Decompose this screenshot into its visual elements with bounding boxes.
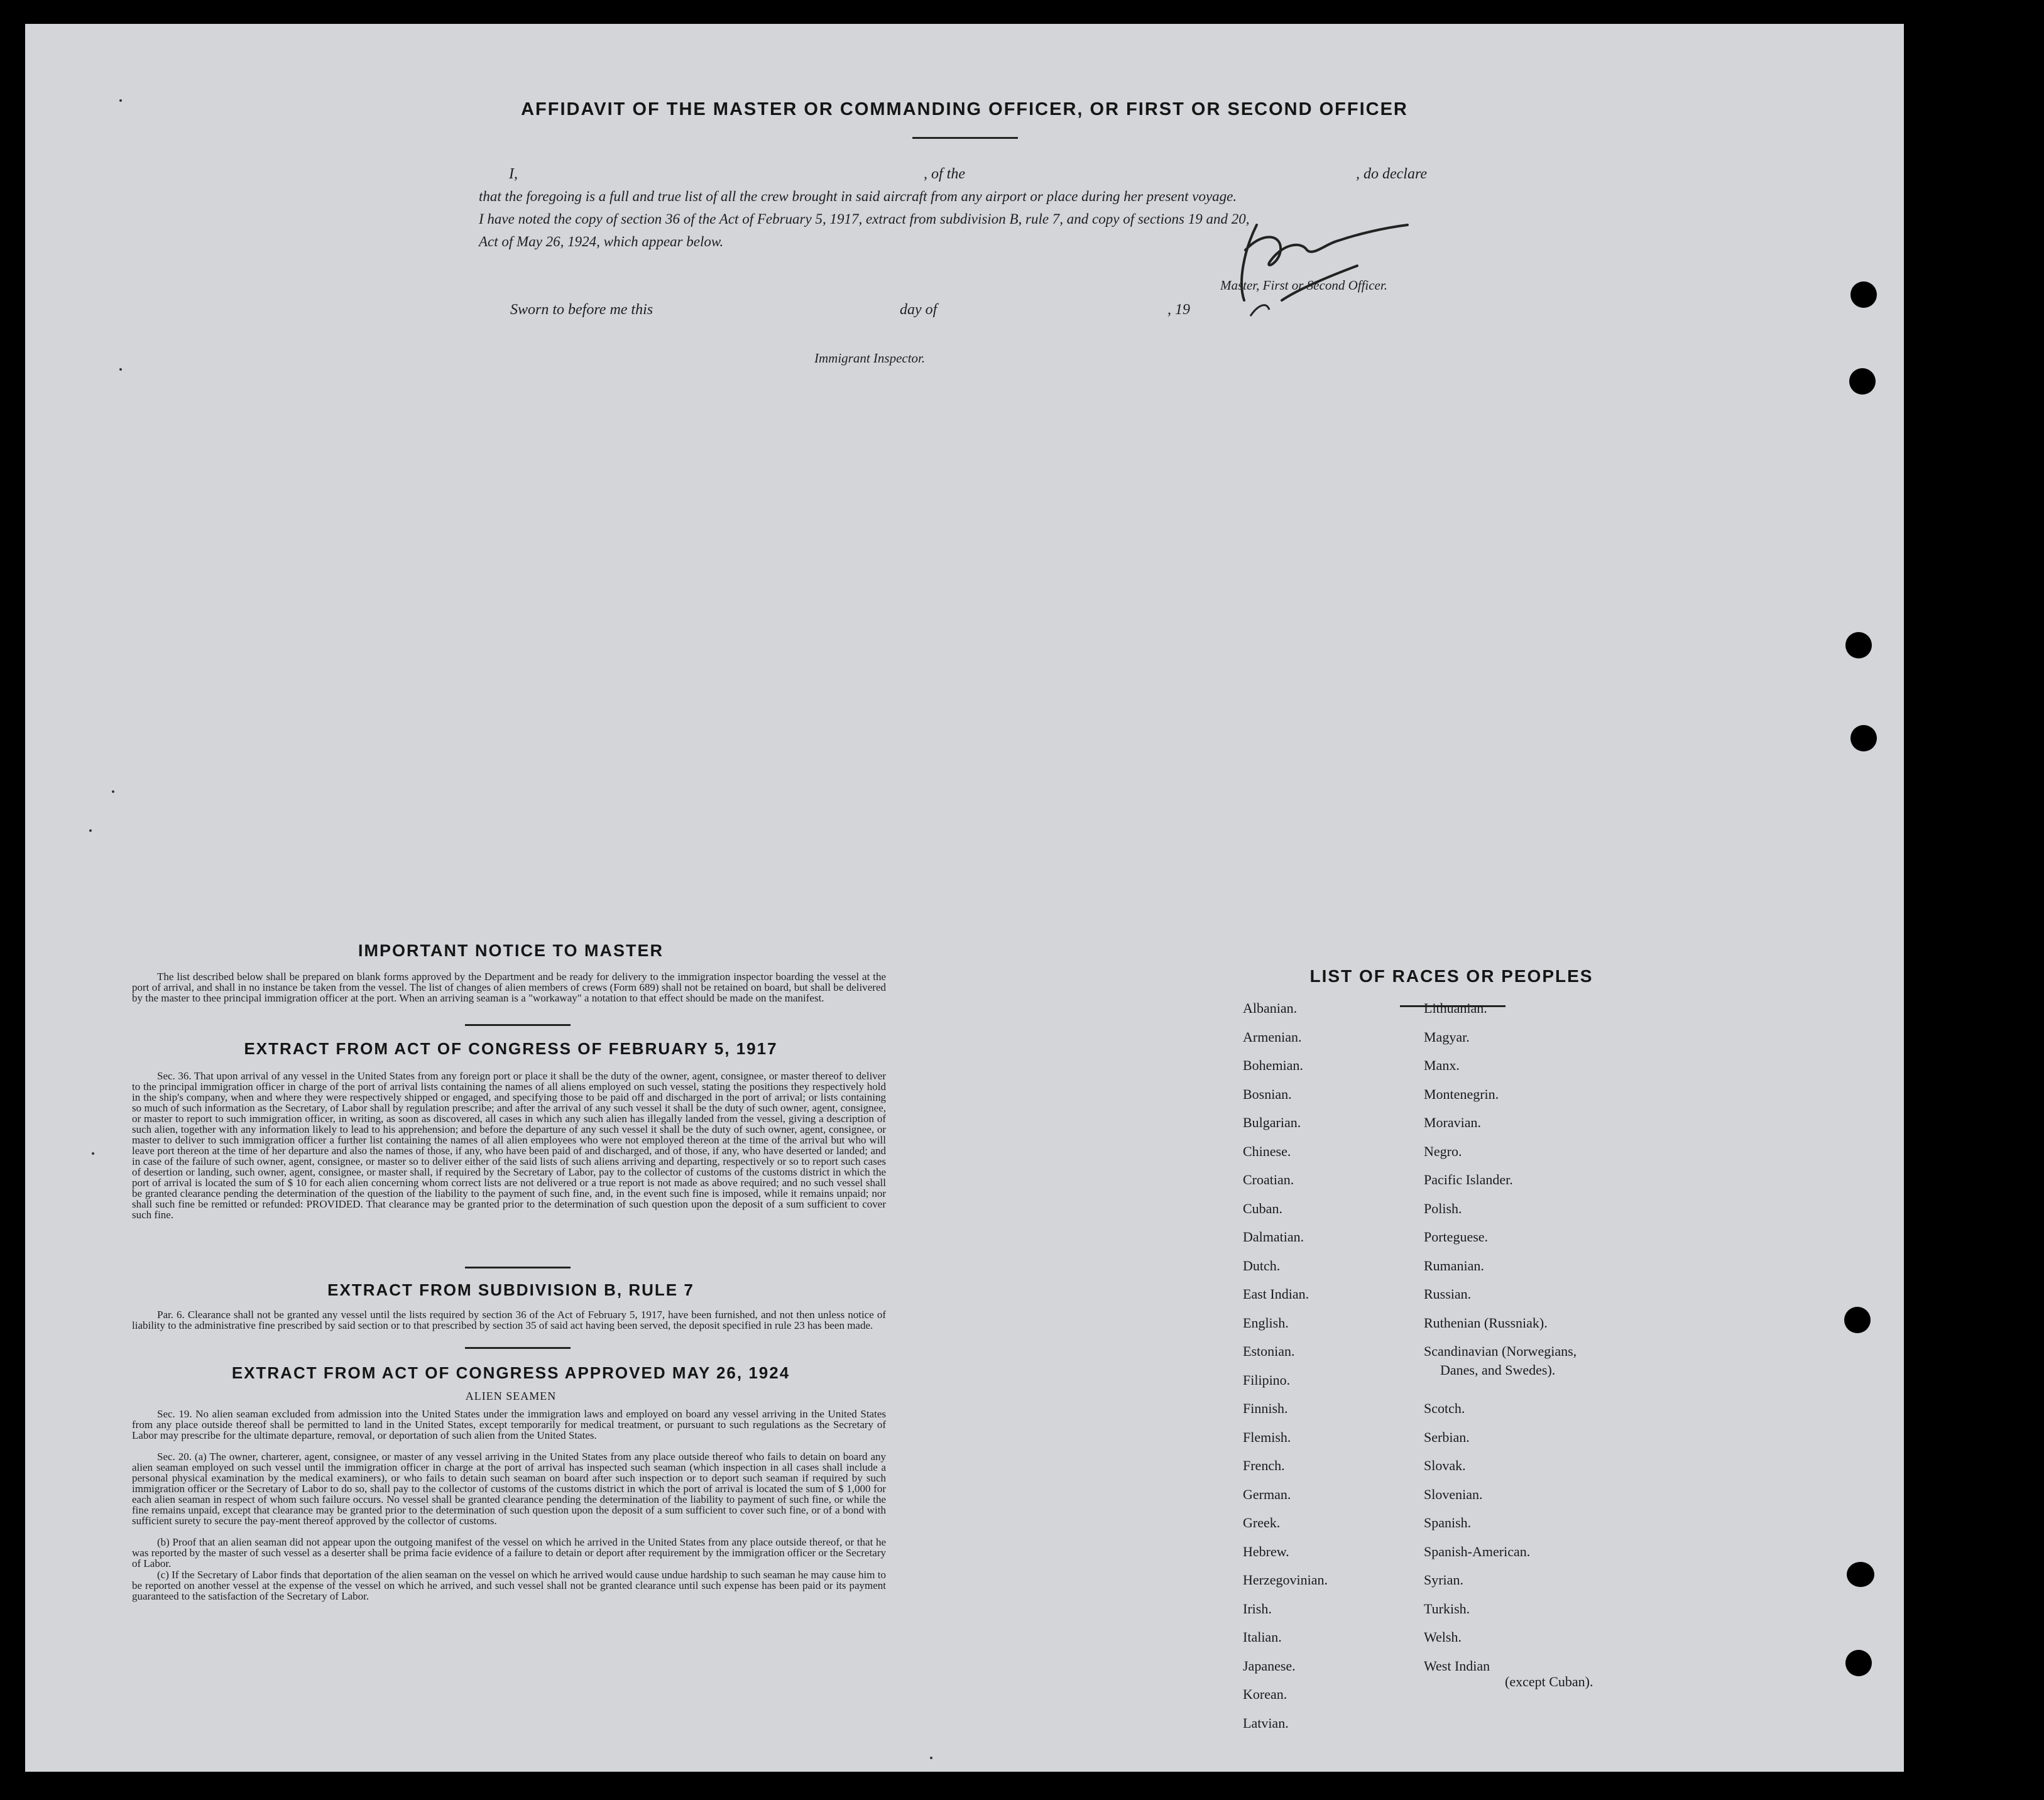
race-scandinavian-continued: Danes, and Swedes). [1440,1362,1556,1378]
race-item: Herzegovinian. [1243,1572,1328,1588]
punch-hole [1850,725,1877,751]
punch-hole [1847,1562,1874,1587]
extract-1917-text: Sec. 36. That upon arrival of any vessel in the United States from any foreign port or place it shall be the duty of the owner, agent, consignee, or master thereof to deliver to the principal immigration officer in charge of the port of arrival lists containing the names of all aliens employed on such vessel, stating the positions they respectively hold in the ship's company, when and where they were respectively shipped or engaged, and specifying those to be paid off and discharged in the port of arrival; or lists containing so much of such information as the Secretary, of Labor shall by regulation prescribe; and after the arrival of any such vessel it shall be the duty of such owner, agent, consignee, or master to report to such immigration officer, in writing, as soon as discovered, all cases in which any such alien has illegally landed from the vessel, giving a description of such alien, together with any information likely to lead to his apprehension; and before the departure of any such vessel it shall be the duty of such owner, agent, consignee, or master to deliver to such immigration officer a further list containing the names of all alien employees who were not employed thereon at the time of the arrival but who will leave port thereon at the time of her departure and also the names of those, if any, who have been paid of and discharged, and of those, if any, who have deserted or landed; and in case of the failure of such owner, agent, consignee, or master so to deliver either of the said lists of such aliens arriving and departing, respectively or so to report such cases of desertion or landing, such owner, agent, consignee, or master shall, if required by the Secretary of Labor, pay to the collector of customs of the customs district in which the port of arrival is located the sum of $ 10 for each alien concerning whom correct lists are not delivered or a true report is not made as above required; and no such vessel shall be granted clearance pending the determination of the question of the liability to the payment of such fine, and, in the event such fine is imposed, while it remains unpaid; nor shall such fine be remitted or refunded: PROVIDED. That clearance may be granted prior to the determination of such question upon the deposit of a sum sufficient to cover such fine. [132,1070,886,1221]
race-item: Moravian. [1424,1115,1482,1130]
race-item: West Indian [1424,1657,1490,1674]
race-item: Dalmatian. [1243,1229,1304,1245]
race-item: Welsh. [1424,1629,1462,1645]
race-item: Irish. [1243,1600,1272,1617]
officer-signature [1206,206,1414,338]
race-item: Bohemian. [1243,1057,1303,1073]
race-item: Pacific Islander. [1424,1172,1513,1187]
extract-1917-title: EXTRACT FROM ACT OF CONGRESS OF FEBRUARY 5, 1917 [244,1039,778,1058]
race-item: Slovak. [1424,1458,1466,1473]
race-item: Scandinavian (Norwegians, [1424,1343,1577,1359]
form-page [25,24,1904,1772]
race-item: Syrian. [1424,1572,1463,1588]
punch-hole [1850,281,1877,308]
race-item: French. [1243,1458,1285,1473]
paper-speck [119,368,122,371]
paper-speck [112,790,114,793]
race-item: Serbian. [1424,1429,1470,1445]
race-west-indian-continued: (except Cuban). [1505,1674,1593,1689]
affidavit-title: AFFIDAVIT OF THE MASTER OR COMMANDING OFFICER, OR FIRST OR SECOND OFFICER [521,99,1408,119]
race-item: Filipino. [1243,1372,1291,1388]
paper-speck [930,1757,932,1759]
race-item: Magyar. [1424,1028,1470,1045]
race-item: Negro. [1424,1143,1462,1159]
race-item: Flemish. [1243,1429,1291,1445]
punch-hole [1845,632,1872,658]
notice-text: The list described below shall be prepared on blank forms approved by the Department and be ready for delivery to the immigration inspector boarding the vessel at the port of arrival, and shall in no instance be taken from the vessel. The list of changes of alien members of crews (Form 689) shall not be retained on board, but shall be delivered by the master to thee principal immigration officer at the port. When an arriving seaman is a "workaway" a notation to that effect should be made on the manifest. [132,971,886,1004]
race-item: Spanish-American. [1424,1543,1531,1559]
punch-hole [1845,1650,1872,1676]
paper-speck [119,99,122,102]
sworn-before: Sworn to before me this [510,302,653,318]
race-item: Korean. [1243,1686,1287,1702]
race-item: Scotch. [1424,1400,1465,1416]
declaration-of: , of the [924,166,965,182]
race-item: Estonian. [1243,1343,1295,1359]
race-item: Polish. [1424,1200,1462,1216]
declaration-line-3: I have noted the copy of section 36 of the Act of February 5, 1917, extract from subdivision B, rule 7, and copy of sections 19 and 20, [479,211,1250,227]
signer-label: Master, First or Second Officer. [1220,278,1387,293]
race-item: Russian. [1424,1286,1472,1302]
race-item: Armenian. [1243,1028,1302,1045]
extract-1924-sec19: Sec. 19. No alien seaman excluded from admission into the United States under the immigration laws and employed on board any vessel arriving in the United States from any place outside thereof shall be permitted to land in the United States, except temporarily for medical treatment, or pursuant to such regulations as the Secretary of Labor may prescribe for the ultimate departure, removal, or deportation of such alien from the United States. [132,1408,886,1441]
extract-1924-title: EXTRACT FROM ACT OF CONGRESS APPROVED MAY 26, 1924 [231,1363,790,1382]
extract-1924-sec20a: Sec. 20. (a) The owner, charterer, agent, consignee, or master of any vessel arriving in the United States from any place outside thereof who fails to detain on board any alien seaman employed on such vessel until the immigration officer in charge at the port of arrival has inspected such seaman (which inspection in all cases shall include a personal physical examination by the medical examiners), or who fails to detain such seaman on board after such inspection or to deport such seaman if required by such immigration officer or the Secretary of Labor to do so, shall pay to the collector of customs of the customs district in which the port of arrival is located the sum of $ 1,000 for each alien seaman in respect of whom such failure occurs. No vessel shall be granted clearance pending the determination of the liability to payment of such fine, or while the fine remains unpaid, except that clearance may be granted prior to the determination of such question upon the deposit of a sum sufficient to cover such fine, or of a bond with sufficient surety to secure the pay-ment thereof approved by the collector of customs. [132,1451,886,1527]
rule7-title: EXTRACT FROM SUBDIVISION B, RULE 7 [327,1280,694,1299]
race-item: East Indian. [1243,1286,1309,1302]
race-item: Japanese. [1243,1657,1296,1674]
race-item: Manx. [1424,1057,1460,1073]
race-item: Turkish. [1424,1600,1470,1617]
race-item: English. [1243,1314,1289,1331]
alien-seamen-subtitle: ALIEN SEAMEN [465,1390,557,1402]
races-title: LIST OF RACES OR PEOPLES [1309,966,1593,986]
race-item: Latvian. [1243,1715,1289,1731]
race-item: Greek. [1243,1515,1281,1530]
race-item: Hebrew. [1243,1543,1289,1559]
rule7-rule [465,1347,571,1349]
race-item: Bosnian. [1243,1086,1292,1102]
punch-hole [1844,1307,1871,1333]
race-item: Dutch. [1243,1257,1281,1274]
declaration-line-4: Act of May 26, 1924, which appear below. [479,234,724,249]
race-item: Porteguese. [1424,1229,1489,1245]
notice-rule [465,1024,571,1026]
race-item: Cuban. [1243,1200,1282,1216]
race-item: Montenegrin. [1424,1086,1499,1102]
sworn-day-of: day of [900,302,937,318]
race-item: Bulgarian. [1243,1115,1301,1130]
paper-speck [89,829,92,832]
declaration-declare: , do declare [1356,166,1428,182]
race-item: Chinese. [1243,1143,1291,1159]
race-item: German. [1243,1486,1291,1502]
race-item: Italian. [1243,1629,1282,1645]
rule7-text: Par. 6. Clearance shall not be granted any vessel until the lists required by section 36 of the Act of February 5, 1917, have been furnished, and not then unless notice of liability to the administrative fine prescribed by said section or to that prescribed by section 35 of said act having been served, the deposit specified in rule 23 has been made. [132,1309,886,1331]
declaration-i: I, [509,166,518,182]
race-item: Spanish. [1424,1515,1472,1530]
paper-speck [92,1152,94,1155]
race-item: Finnish. [1243,1400,1288,1416]
affidavit-title-rule [912,137,1018,139]
inspector-label: Immigrant Inspector. [814,351,926,366]
extract-1924-sec20c: (c) If the Secretary of Labor finds that deportation of the alien seaman on the vessel on which he arrived would cause undue hardship to such seaman he may cause him to be reported on another vessel at the expense of the vessel on which he arrived, and such vessel shall not be granted clearance until such expense has been paid or its payment guaranteed to the satisfaction of the Secretary of Labor. [132,1569,886,1602]
race-item: Ruthenian (Russniak). [1424,1314,1548,1331]
sworn-year: , 19 [1167,302,1190,318]
declaration-line-2: that the foregoing is a full and true list of all the crew brought in said aircraft from any airport or place during her present voyage. [479,188,1237,204]
extract-1924-sec20b: (b) Proof that an alien seaman did not appear upon the outgoing manifest of the vessel on which he arrived in the United States from any place outside thereof, or that he was reported by the master of such vessel as a deserter shall be prima facie evidence of a failure to detain or deport after requirement by the immigration officer or the Secretary of Labor. [132,1536,886,1569]
punch-hole [1849,368,1876,395]
race-item: Lithuanian. [1424,1000,1487,1016]
race-item: Albanian. [1243,1000,1298,1016]
race-item: Croatian. [1243,1172,1294,1187]
extract-1917-rule [465,1267,571,1268]
notice-title: IMPORTANT NOTICE TO MASTER [358,941,664,960]
race-item: Slovenian. [1424,1486,1483,1502]
race-item: Rumanian. [1424,1257,1484,1274]
